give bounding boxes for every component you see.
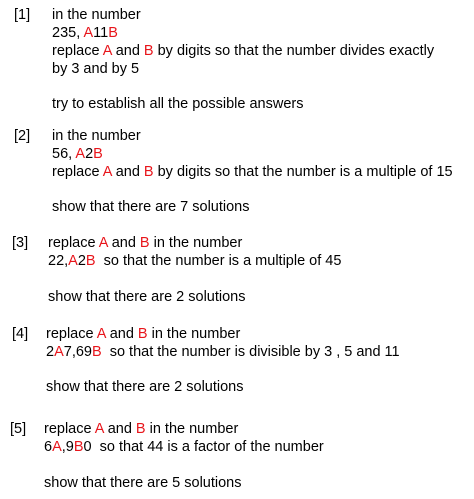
problem-2-instruction: replace A and B by digits so that the number is a multiple of 15	[52, 164, 453, 180]
problem-5-number-label: [5]	[10, 421, 27, 437]
problem-4-task: show that there are 2 solutions	[46, 379, 244, 395]
problem-2-intro: in the number	[52, 128, 141, 144]
problem-3-number: 22,A2B so that the number is a multiple of 45	[48, 253, 342, 269]
problem-1-intro: in the number	[52, 7, 141, 23]
problem-5-task: show that there are 5 solutions	[44, 475, 242, 491]
problem-3-task: show that there are 2 solutions	[48, 289, 246, 305]
problem-2-number-label: [2]	[14, 128, 31, 144]
problem-5-number: 6A,9B0 so that 44 is a factor of the number	[44, 439, 324, 455]
problem-1-instruction: replace A and B by digits so that the number divides exactly	[52, 43, 435, 59]
problem-1-instruction-cont: by 3 and by 5	[52, 61, 140, 77]
problem-4-number: 2A7,69B so that the number is divisible by 3 , 5 and 11	[46, 344, 400, 360]
problem-2-number: 56, A2B	[52, 146, 103, 162]
problem-4-instruction: replace A and B in the number	[46, 326, 241, 342]
problem-5-instruction: replace A and B in the number	[44, 421, 239, 437]
problem-3-number-label: [3]	[12, 235, 29, 251]
problem-2-task: show that there are 7 solutions	[52, 199, 250, 215]
problem-1-number-label: [1]	[14, 7, 31, 23]
problem-1-number: 235, A11B	[52, 25, 118, 41]
problem-3-instruction: replace A and B in the number	[48, 235, 243, 251]
problem-4-number-label: [4]	[12, 326, 29, 342]
problem-1-task: try to establish all the possible answers	[52, 96, 304, 112]
